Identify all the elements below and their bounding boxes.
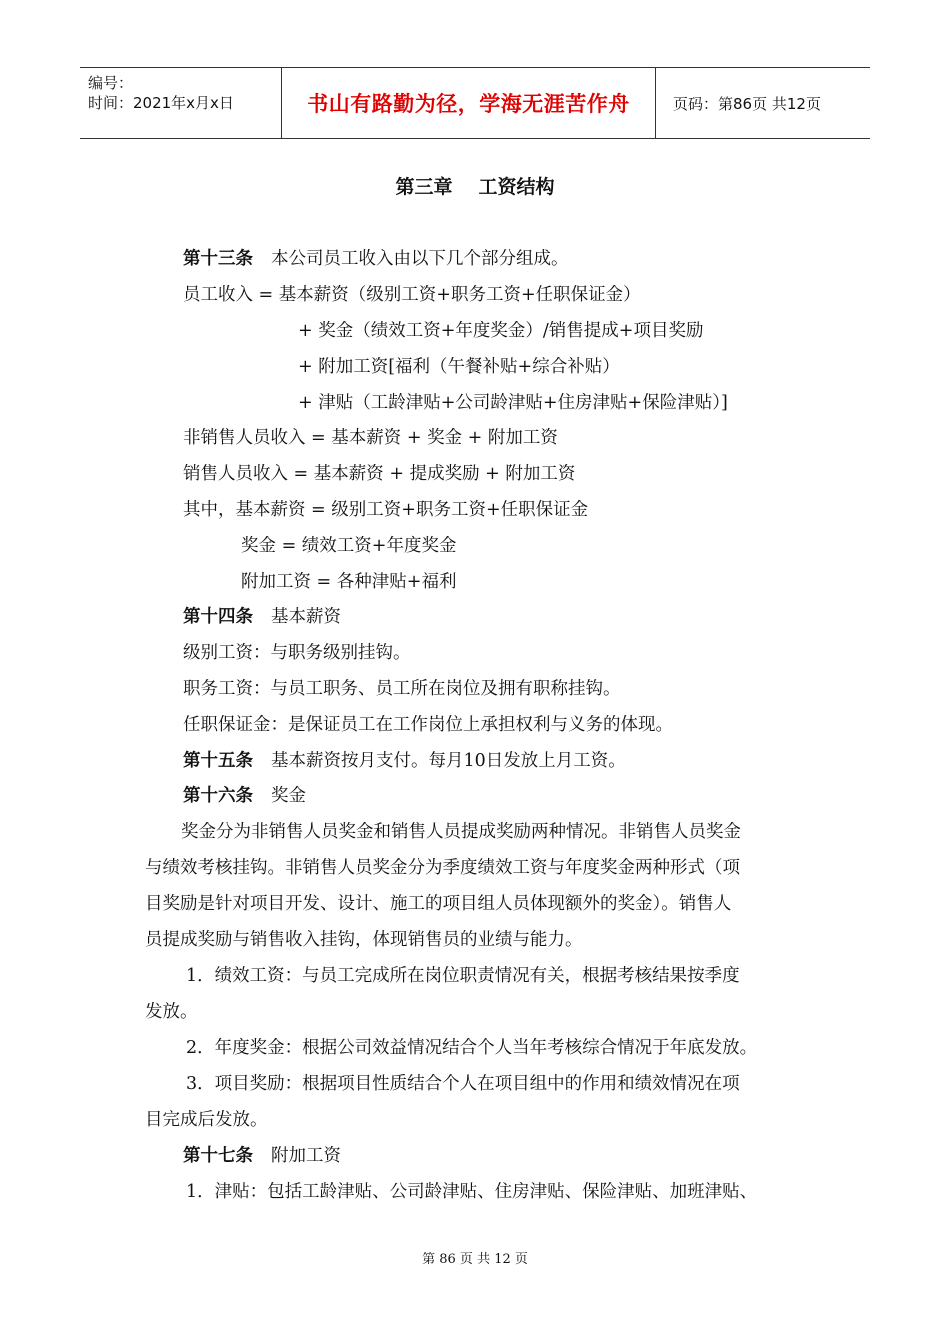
header-table [80, 67, 870, 139]
article-14-label: 第十四条 [183, 607, 253, 627]
formula-line: 销售人员收入 = 基本薪资 + 提成奖励 + 附加工资 [183, 464, 576, 484]
article-14-line: 级别工资：与职务级别挂钩。 [183, 643, 411, 663]
chapter-title [0, 172, 950, 199]
article-14-text: 基本薪资 [271, 607, 341, 627]
article-14-heading [183, 605, 341, 629]
article-17-label: 第十七条 [183, 1146, 253, 1166]
number-label: 编号： [88, 74, 134, 92]
article-15-text: 基本薪资按月支付。每月10日发放上月工资。 [271, 751, 626, 771]
article-14-line: 职务工资：与员工职务、员工所在岗位及拥有职称挂钩。 [183, 679, 621, 699]
date-label: 时间：2021年x月x日 [88, 94, 234, 112]
list-item-line: 1．津贴：包括工龄津贴、公司龄津贴、住房津贴、保险津贴、加班津贴、 [186, 1182, 758, 1202]
header-page-label: 页码：第86页 共12页 [673, 94, 821, 113]
header-motto: 书山有路勤为径，学海无涯苦作舟 [281, 68, 656, 138]
list-item-line: 3．项目奖励：根据项目性质结合个人在项目组中的作用和绩效情况在项 [186, 1074, 740, 1094]
paragraph-line: 与绩效考核挂钩。非销售人员奖金分为季度绩效工资与年度奖金两种形式（项 [145, 858, 740, 878]
article-16-heading [183, 784, 306, 808]
formula-line: + 津贴（工龄津贴+公司龄津贴+住房津贴+保险津贴）] [298, 393, 728, 413]
paragraph-line: 目奖励是针对项目开发、设计、施工的项目组人员体现额外的奖金）。销售人 [145, 894, 732, 914]
list-item-line: 1．绩效工资：与员工完成所在岗位职责情况有关，根据考核结果按季度 [186, 966, 740, 986]
paragraph-line: 员提成奖励与销售收入挂钩，体现销售员的业绩与能力。 [145, 930, 583, 950]
article-13-label: 第十三条 [183, 249, 253, 269]
list-item-line: 2．年度奖金：根据公司效益情况结合个人当年考核综合情况于年底发放。 [186, 1038, 758, 1058]
paragraph-line: 奖金分为非销售人员奖金和销售人员提成奖励两种情况。非销售人员奖金 [181, 822, 741, 842]
article-14-line: 任职保证金：是保证员工在工作岗位上承担权利与义务的体现。 [183, 715, 673, 735]
formula-line: 附加工资 = 各种津贴+福利 [241, 572, 457, 592]
article-13-heading [183, 247, 569, 271]
article-17-text: 附加工资 [271, 1146, 341, 1166]
article-15-label: 第十五条 [183, 751, 253, 771]
formula-line: 非销售人员收入 = 基本薪资 + 奖金 + 附加工资 [183, 428, 558, 448]
list-item-line: 目完成后发放。 [145, 1110, 268, 1130]
article-16-label: 第十六条 [183, 786, 253, 806]
article-13-text: 本公司员工收入由以下几个部分组成。 [271, 249, 569, 269]
chapter-name: 工资结构 [478, 176, 555, 198]
formula-line: 奖金 = 绩效工资+年度奖金 [241, 536, 457, 556]
chapter-number: 第三章 [395, 176, 453, 198]
formula-line: 其中，基本薪资 = 级别工资+职务工资+任职保证金 [183, 500, 589, 520]
article-16-text: 奖金 [271, 786, 306, 806]
article-17-heading [183, 1144, 341, 1168]
formula-line: 员工收入 = 基本薪资（级别工资+职务工资+任职保证金） [183, 285, 641, 305]
header-meta-cell [80, 68, 280, 138]
list-item-line: 发放。 [145, 1002, 198, 1022]
article-15-heading [183, 749, 626, 773]
formula-line: + 奖金（绩效工资+年度奖金）/销售提成+项目奖励 [298, 321, 704, 341]
page-footer: 第 86 页 共 12 页 [422, 1252, 528, 1267]
formula-line: + 附加工资[福利（午餐补贴+综合补贴） [298, 357, 620, 377]
